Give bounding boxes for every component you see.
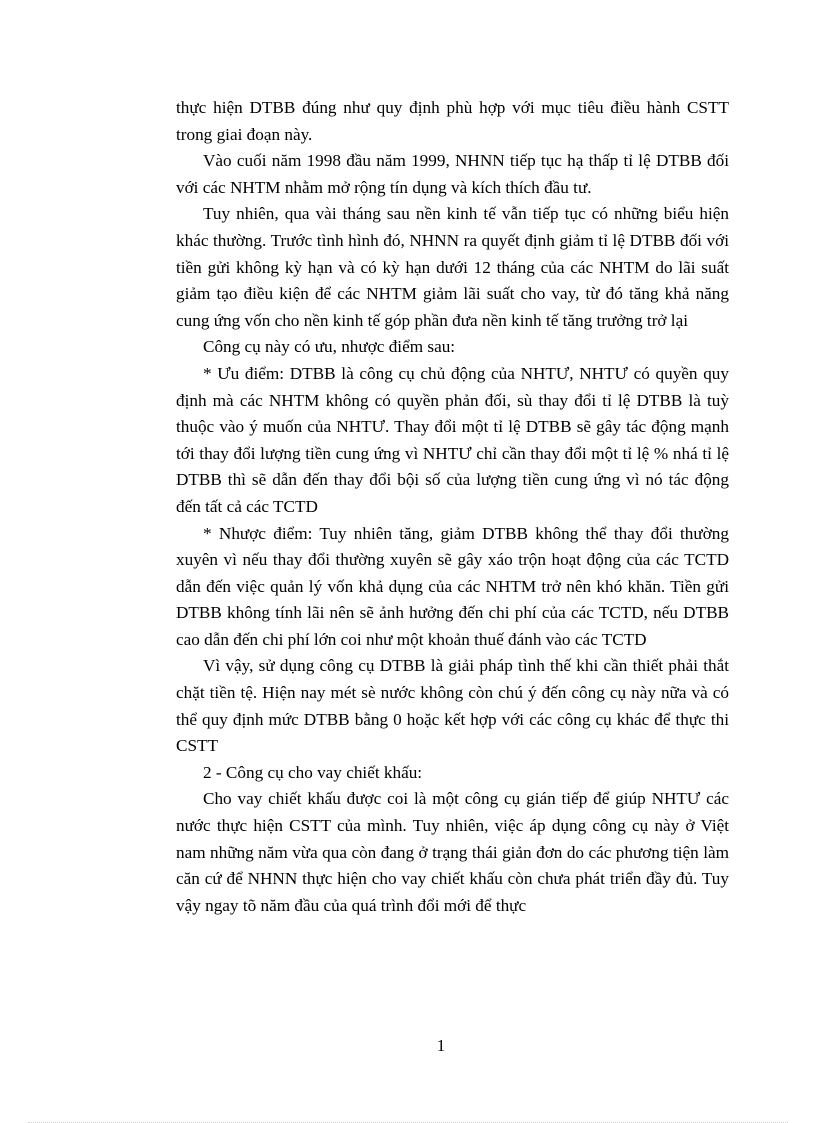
page-number: 1 bbox=[436, 1036, 446, 1055]
paragraph-advantages: * Ưu điểm: DTBB là công cụ chủ động của NHTƯ, NHTƯ có quyền quy định mà các NHTM không có quyền phản đối, sù thay đổi tỉ lệ DTBB là tuỳ thuộc vào ý muốn của NHTƯ. Thay đổi một tỉ lệ DTBB sẽ gây tác động mạnh tới thay đổi lượng tiền cung ứng vì NHTƯ chỉ cần thay đổi một tỉ lệ % nhá tỉ lệ DTBB thì sẽ dẫn đến thay đổi bội số của lượng tiền cung ứng vì nó tác động đến tất cả các TCTD bbox=[176, 363, 729, 516]
paragraph: Vì vậy, sử dụng công cụ DTBB là giải pháp tình thế khi cần thiết phải thắt chặt tiền tệ. Hiện nay mét sè nước không còn chú ý đến công cụ này nữa và có thể quy định mức DTBB bằng 0 hoặc kết hợp với các công cụ khác để thực thi CSTT bbox=[176, 656, 729, 756]
document-body bbox=[176, 95, 729, 919]
paragraph: Vào cuối năm 1998 đầu năm 1999, NHNN tiếp tục hạ thấp tỉ lệ DTBB đối với các NHTM nhằm mở rộng tín dụng và kích thích đầu tư. bbox=[176, 151, 729, 197]
paragraph: Công cụ này có ưu, nhược điểm sau: bbox=[203, 337, 456, 357]
paragraph-continuation: thực hiện DTBB đúng như quy định phù hợp với mục tiêu điều hành CSTT trong giai đoạn này. bbox=[176, 98, 729, 144]
section-heading: 2 - Công cụ cho vay chiết khấu: bbox=[203, 762, 423, 782]
paragraph: Cho vay chiết khấu được coi là một công cụ gián tiếp để giúp NHTƯ các nước thực hiện CSTT của mình. Tuy nhiên, việc áp dụng công cụ này ở Việt nam những năm vừa qua còn đang ở trạng thái giản đơn do các phương tiện làm căn cứ để NHNN thực hiện cho vay chiết khấu còn chưa phát triển đầy đủ. Tuy vậy ngay tõ năm đầu của quá trình đổi mới để thực bbox=[176, 789, 729, 915]
paragraph: Tuy nhiên, qua vài tháng sau nền kinh tế vẫn tiếp tục có những biểu hiện khác thường. Trước tình hình đó, NHNN ra quyết định giảm tỉ lệ DTBB đối với tiền gửi không kỳ hạn và có kỳ hạn dưới 12 tháng của các NHTM do lãi suất giảm tạo điều kiện để các NHTM giảm lãi suất cho vay, từ đó tăng khả năng cung ứng vốn cho nền kinh tế góp phần đưa nền kinh tế tăng trưởng trở lại bbox=[176, 204, 729, 330]
paragraph-disadvantages: * Nhược điểm: Tuy nhiên tăng, giảm DTBB không thể thay đổi thường xuyên vì nếu thay đổi thường xuyên sẽ gây xáo trộn hoạt động của các TCTD dẫn đến việc quản lý vốn khả dụng của các NHTM trở nên khó khăn. Tiền gửi DTBB không tính lãi nên sẽ ảnh hưởng đến chi phí của các TCTD, nếu DTBB cao dẫn đến chi phí lớn coi như một khoản thuế đánh vào các TCTD bbox=[176, 523, 729, 649]
